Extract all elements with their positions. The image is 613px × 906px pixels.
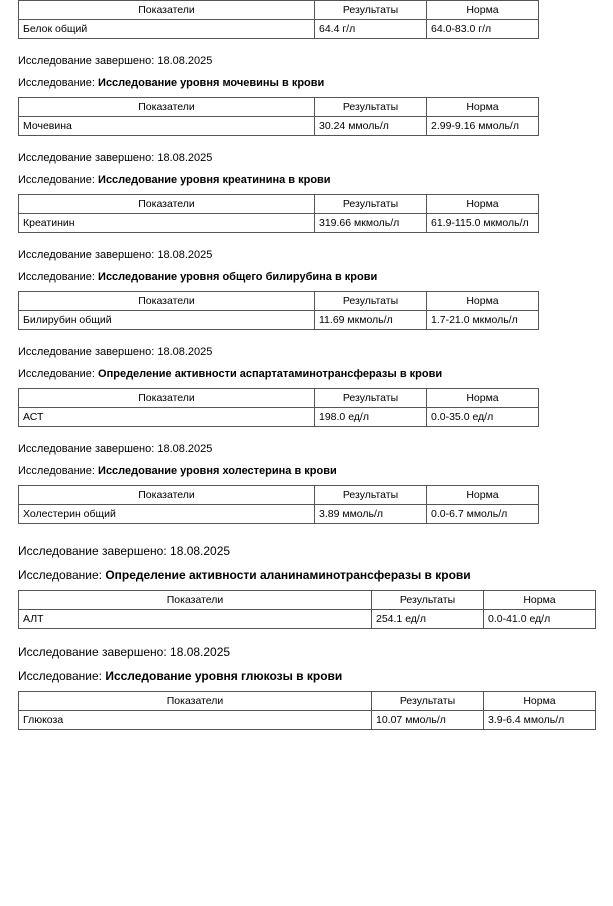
result-table-ast xyxy=(18,388,539,427)
indicator-result: 198.0 ед/л xyxy=(315,408,427,427)
table-header-row xyxy=(19,389,539,408)
column-header-indicator: Показатели xyxy=(19,486,315,505)
completed-date: 18.08.2025 xyxy=(157,249,213,261)
study-title-line xyxy=(18,271,595,283)
indicator-name: Белок общий xyxy=(19,20,315,39)
study-title-line xyxy=(18,669,595,683)
result-table-protein xyxy=(18,0,539,39)
study-title-line xyxy=(18,174,595,186)
column-header-indicator: Показатели xyxy=(19,692,372,711)
table-header-row xyxy=(19,692,596,711)
table-header-row xyxy=(19,98,539,117)
indicator-norm: 0.0-6.7 ммоль/л xyxy=(427,505,539,524)
study-title: Исследование уровня мочевины в крови xyxy=(98,77,325,89)
completed-label: Исследование завершено: xyxy=(18,152,155,164)
completed-label: Исследование завершено: xyxy=(18,55,155,67)
indicator-result: 254.1 ед/л xyxy=(372,610,484,629)
indicator-result: 64.4 г/л xyxy=(315,20,427,39)
study-label: Исследование: xyxy=(18,568,102,582)
indicator-norm: 64.0-83.0 г/л xyxy=(427,20,539,39)
column-header-result: Результаты xyxy=(372,591,484,610)
study-title: Исследование уровня глюкозы в крови xyxy=(105,669,343,683)
indicator-norm: 0.0-41.0 ед/л xyxy=(484,610,596,629)
table-row xyxy=(19,311,539,330)
column-header-result: Результаты xyxy=(372,692,484,711)
result-table-urea xyxy=(18,97,539,136)
table-header-row xyxy=(19,591,596,610)
column-header-norm: Норма xyxy=(427,1,539,20)
results-group-lower xyxy=(0,544,613,730)
completed-date: 18.08.2025 xyxy=(157,346,213,358)
study-label: Исследование: xyxy=(18,77,95,89)
indicator-name: Креатинин xyxy=(19,214,315,233)
indicator-name: АСТ xyxy=(19,408,315,427)
study-title: Определение активности аспартатаминотрансферазы в крови xyxy=(98,368,443,380)
study-completed-line xyxy=(18,544,595,558)
study-completed-line xyxy=(18,55,595,67)
completed-date: 18.08.2025 xyxy=(157,55,213,67)
completed-label: Исследование завершено: xyxy=(18,645,167,659)
study-title-line xyxy=(18,568,595,582)
result-table-bilirubin xyxy=(18,291,539,330)
study-label: Исследование: xyxy=(18,368,95,380)
column-header-norm: Норма xyxy=(427,292,539,311)
table-row xyxy=(19,214,539,233)
study-label: Исследование: xyxy=(18,174,95,186)
indicator-name: Глюкоза xyxy=(19,711,372,730)
column-header-result: Результаты xyxy=(315,486,427,505)
indicator-result: 10.07 ммоль/л xyxy=(372,711,484,730)
study-title: Исследование уровня креатинина в крови xyxy=(98,174,331,186)
study-title: Определение активности аланинаминотрансферазы в крови xyxy=(105,568,471,582)
indicator-norm: 2.99-9.16 ммоль/л xyxy=(427,117,539,136)
table-header-row xyxy=(19,486,539,505)
study-label: Исследование: xyxy=(18,465,95,477)
column-header-result: Результаты xyxy=(315,292,427,311)
table-header-row xyxy=(19,1,539,20)
column-header-norm: Норма xyxy=(484,692,596,711)
indicator-norm: 61.9-115.0 мкмоль/л xyxy=(427,214,539,233)
completed-date: 18.08.2025 xyxy=(170,544,231,558)
column-header-result: Результаты xyxy=(315,389,427,408)
table-row xyxy=(19,117,539,136)
result-table-glucose xyxy=(18,691,596,730)
completed-date: 18.08.2025 xyxy=(157,443,213,455)
table-row xyxy=(19,711,596,730)
study-label: Исследование: xyxy=(18,271,95,283)
indicator-result: 319.66 мкмоль/л xyxy=(315,214,427,233)
column-header-result: Результаты xyxy=(315,195,427,214)
column-header-indicator: Показатели xyxy=(19,389,315,408)
indicator-name: Мочевина xyxy=(19,117,315,136)
study-completed-line xyxy=(18,645,595,659)
column-header-indicator: Показатели xyxy=(19,292,315,311)
table-header-row xyxy=(19,195,539,214)
completed-label: Исследование завершено: xyxy=(18,346,155,358)
column-header-result: Результаты xyxy=(315,1,427,20)
column-header-indicator: Показатели xyxy=(19,98,315,117)
completed-label: Исследование завершено: xyxy=(18,443,155,455)
column-header-result: Результаты xyxy=(315,98,427,117)
column-header-norm: Норма xyxy=(427,195,539,214)
study-completed-line xyxy=(18,152,595,164)
completed-date: 18.08.2025 xyxy=(157,152,213,164)
study-title-line xyxy=(18,465,595,477)
study-label: Исследование: xyxy=(18,669,102,683)
indicator-norm: 1.7-21.0 мкмоль/л xyxy=(427,311,539,330)
table-row xyxy=(19,610,596,629)
indicator-name: Билирубин общий xyxy=(19,311,315,330)
table-row xyxy=(19,408,539,427)
study-title: Исследование уровня общего билирубина в крови xyxy=(98,271,378,283)
indicator-result: 30.24 ммоль/л xyxy=(315,117,427,136)
table-row xyxy=(19,20,539,39)
column-header-indicator: Показатели xyxy=(19,1,315,20)
study-title-line xyxy=(18,368,595,380)
study-title: Исследование уровня холестерина в крови xyxy=(98,465,337,477)
result-table-alt xyxy=(18,590,596,629)
indicator-norm: 3.9-6.4 ммоль/л xyxy=(484,711,596,730)
completed-label: Исследование завершено: xyxy=(18,544,167,558)
study-completed-line xyxy=(18,249,595,261)
column-header-indicator: Показатели xyxy=(19,591,372,610)
column-header-norm: Норма xyxy=(427,486,539,505)
indicator-norm: 0.0-35.0 ед/л xyxy=(427,408,539,427)
column-header-norm: Норма xyxy=(484,591,596,610)
result-table-cholesterol xyxy=(18,485,539,524)
indicator-result: 11.69 мкмоль/л xyxy=(315,311,427,330)
column-header-norm: Норма xyxy=(427,389,539,408)
table-header-row xyxy=(19,292,539,311)
column-header-indicator: Показатели xyxy=(19,195,315,214)
study-completed-line xyxy=(18,443,595,455)
study-completed-line xyxy=(18,346,595,358)
study-title-line xyxy=(18,77,595,89)
result-table-creatinine xyxy=(18,194,539,233)
table-row xyxy=(19,505,539,524)
completed-label: Исследование завершено: xyxy=(18,249,155,261)
column-header-norm: Норма xyxy=(427,98,539,117)
completed-date: 18.08.2025 xyxy=(170,645,231,659)
indicator-result: 3.89 ммоль/л xyxy=(315,505,427,524)
indicator-name: Холестерин общий xyxy=(19,505,315,524)
indicator-name: АЛТ xyxy=(19,610,372,629)
